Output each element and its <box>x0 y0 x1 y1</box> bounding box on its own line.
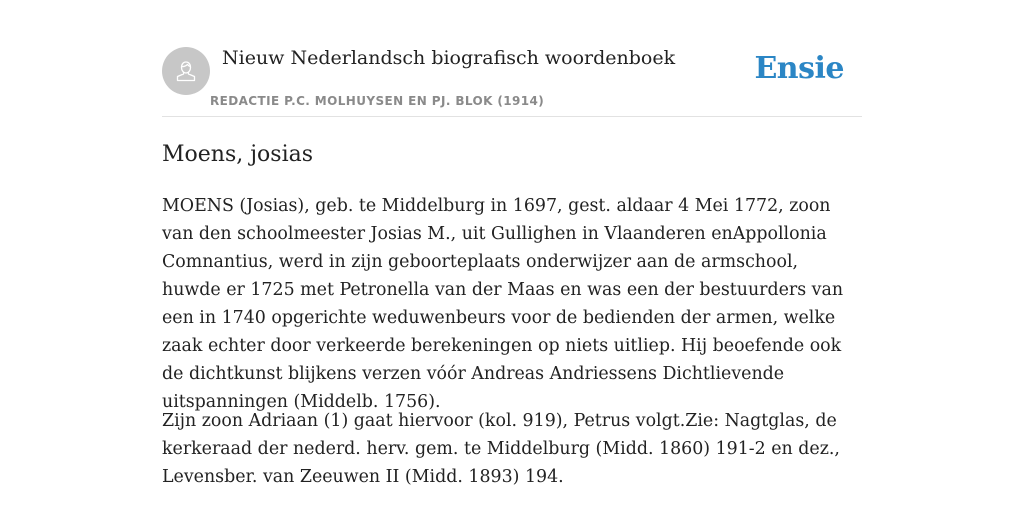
avatar[interactable] <box>162 47 210 95</box>
header <box>162 0 862 117</box>
entry-paragraph: MOENS (Josias), geb. te Middelburg in 1697, gest. aldaar 4 Mei 1772, zoon van den schoolmeester Josias M., uit Gullighen in Vlaanderen enAppollonia Comnantius, werd in zijn geboorteplaats onderwijzer aan de armschool, huwde er 1725 met Petronella van der Maas en was een der bestuurders van een in 1740 opgerichte weduwenbeurs voor de bedienden der armen, welke zaak echter door verkeerde berekeningen op niets uitliep. Hij beoefende ook de dichtkunst blijkens verzen vóór Andreas Andriessens Dichtlievende uitspanningen (Middelb. 1756). <box>162 196 844 412</box>
entry-title: Moens, josias <box>162 142 314 167</box>
book-title[interactable]: Nieuw Nederlandsch biografisch woordenboek <box>222 47 676 69</box>
page <box>162 0 862 512</box>
user-icon <box>173 58 199 84</box>
editors-label: REDACTIE P.C. MOLHUYSEN EN PJ. BLOK (1914) <box>210 94 545 108</box>
entry-paragraph: Zijn zoon Adriaan (1) gaat hiervoor (kol. 919), Petrus volgt.Zie: Nagtglas, de kerkeraad der nederd. herv. gem. te Middelburg (Midd. 1860) 191-2 en dez., Levensber. van Zeeuwen II (Midd. 1893) 194. <box>162 411 840 487</box>
brand-logo[interactable]: Ensie <box>754 51 844 86</box>
